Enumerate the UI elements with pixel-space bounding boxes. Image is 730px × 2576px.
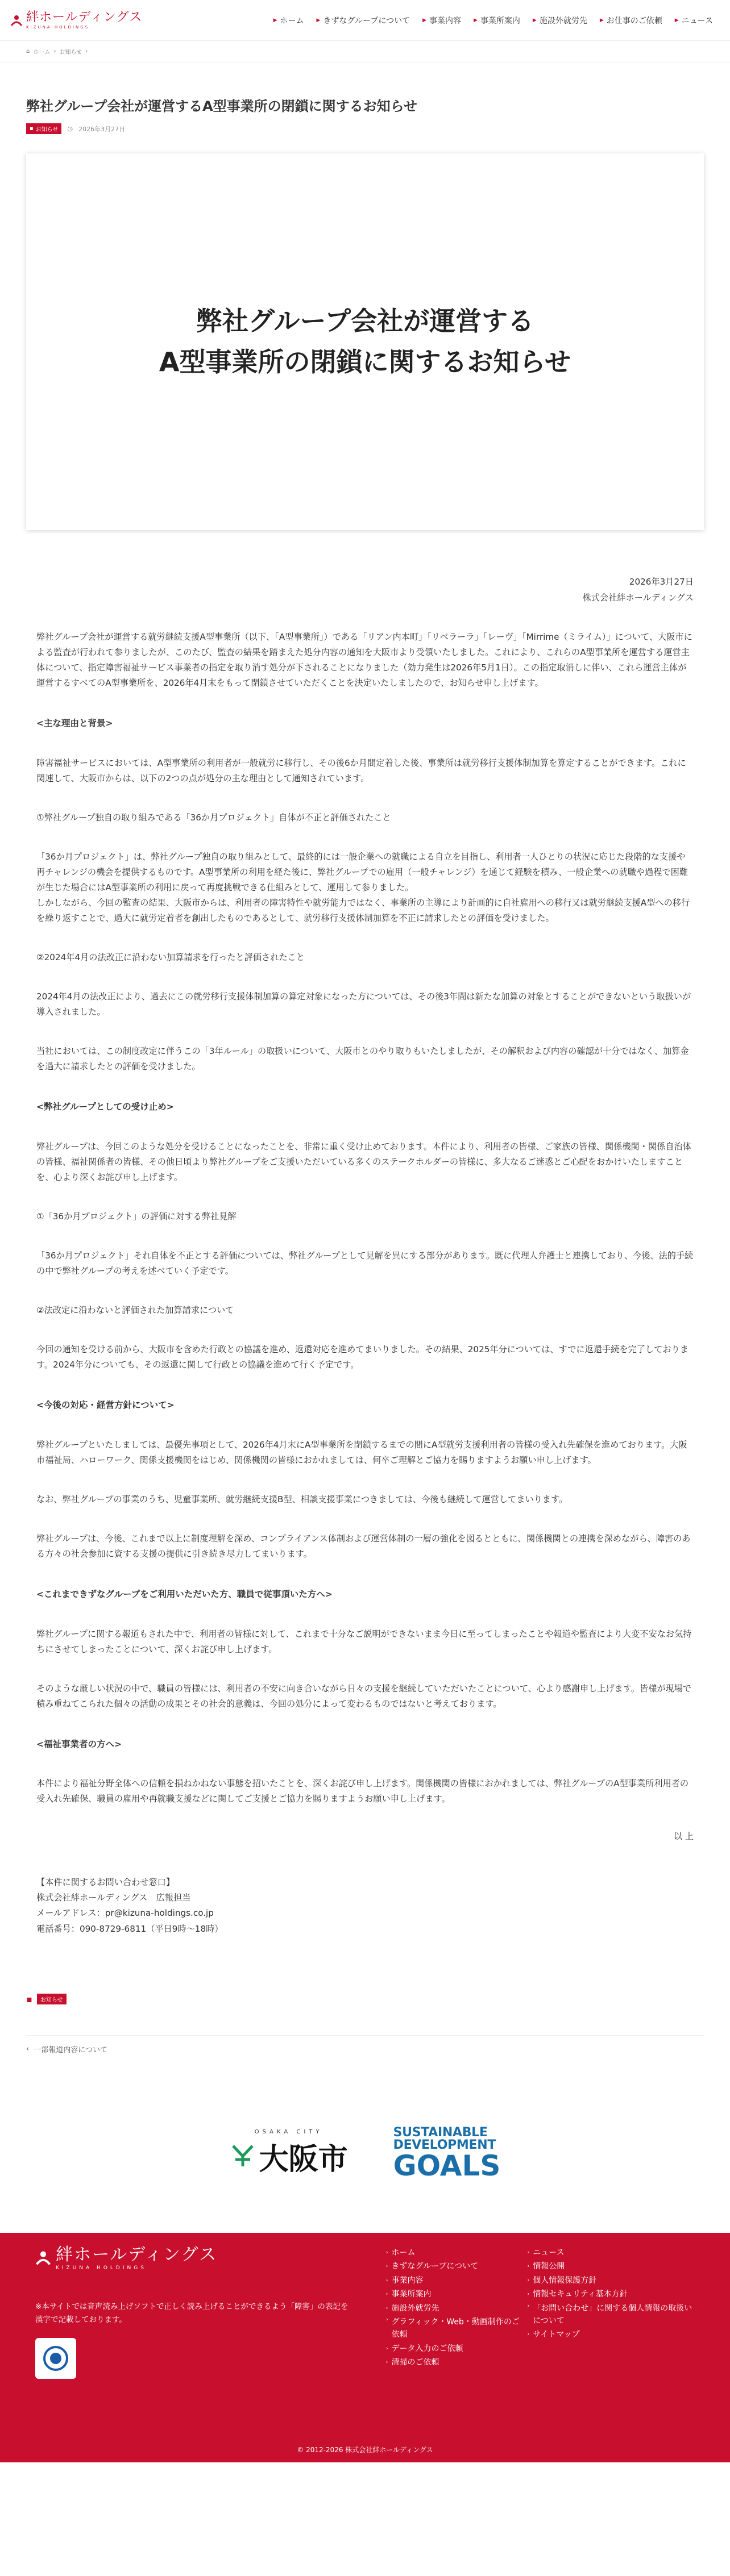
section-heading: <福祉事業者の方へ> bbox=[36, 1739, 122, 1749]
paragraph: 弊社グループといたしましては、最優先事項として、2026年4月末にA型事業所を閉鎖するまでの間にA型就労支援利用者の皆様の受入れ先確保を進めております。大阪市福祉局、ハローワーク、関係支援機関をはじめ、関係機関の皆様におかれましては、何卒ご理解とご協力を賜りますようお願い申し上げます。 bbox=[36, 1439, 687, 1465]
footer-col-2 bbox=[528, 2246, 697, 2462]
paragraph: 当社においては、この制度改定に伴うこの「3年ルール」の取扱いについて、大阪市とのやり取りもいたしましたが、その解釈および内容の確認が十分ではなく、加算金を過大に請求したとの評価を受けました。 bbox=[36, 1046, 689, 1072]
issue-block bbox=[36, 574, 694, 606]
hero-image bbox=[26, 153, 704, 530]
contact-block bbox=[36, 1875, 694, 1937]
section-heading: <今後の対応・経営方針について> bbox=[36, 1400, 175, 1411]
footer-link[interactable]: › きずなグループについて bbox=[385, 2262, 479, 2271]
nav-offices[interactable]: ▶ 事業所案内 bbox=[474, 16, 520, 26]
home-icon: ⌂ bbox=[26, 48, 30, 55]
paragraph: 2024年4月の法改正により、過去にこの就労移行支援体制加算の算定対象になった方については、その後3年間は新たな加算の対象とすることができないという取扱いが導入されました。 bbox=[36, 991, 691, 1018]
nav-requests[interactable]: ▶ お仕事のご依頼 bbox=[599, 16, 662, 26]
article-body bbox=[26, 574, 704, 1937]
footer-link[interactable]: › 事業所案内 bbox=[385, 2290, 432, 2299]
logo-main-text: 絆ホールディングス bbox=[26, 10, 143, 24]
triangle-right-icon: ▶ bbox=[474, 17, 478, 23]
breadcrumb-home[interactable]: ホーム bbox=[33, 49, 51, 56]
triangle-right-icon: ▶ bbox=[316, 17, 321, 23]
folder-icon: ▪ bbox=[26, 1994, 32, 2005]
footer-link[interactable]: › 清掃のご依頼 bbox=[385, 2358, 439, 2367]
footer-col-1 bbox=[386, 2246, 528, 2462]
paragraph: ①弊社グループ独自の取り組みである「36か月プロジェクト」自体が不正と評価されたこと bbox=[36, 812, 391, 823]
category-badge[interactable]: ▪ お知らせ bbox=[26, 123, 61, 134]
prev-post-label: 一部報道内容について bbox=[34, 2046, 107, 2055]
chevron-right-icon: › bbox=[85, 48, 88, 55]
paragraph: 本件により福祉分野全体への信頼を損ねかねない事態を招いたことを、深くお詫び申し上げます。関係機関の皆様におかれましては、弊社グループのA型事業所利用者の受入れ先確保、職員の雇用や再就職支援などに関してご支援とご協力を賜りますようお願い申し上げます。 bbox=[36, 1778, 689, 1804]
paragraph: 弊社グループは、今後、これまで以上に制度理解を深め、コンプライアンス体制および運営体制の一層の強化を図るとともに、関係機関との連携を深めながら、障害のある方々の社会参加に資する支援の提供に引き続き尽力してまいります。 bbox=[36, 1533, 691, 1560]
article bbox=[0, 98, 730, 2062]
paragraph: なお、弊社グループの事業のうち、児童事業所、就労継続支援B型、相談支援事業につきましては、今後も継続して運営してまいります。 bbox=[36, 1494, 568, 1504]
site-header bbox=[0, 0, 730, 41]
contact-company: 株式会社絆ホールディングス 広報担当 bbox=[36, 1892, 191, 1903]
nav-news[interactable]: ▶ ニュース bbox=[674, 16, 713, 26]
osaka-emblem-icon bbox=[230, 2143, 256, 2171]
sdg-line2: DEVELOPMENT bbox=[393, 2138, 496, 2153]
nav-home[interactable]: ▶ ホーム bbox=[273, 16, 304, 26]
osaka-city-banner[interactable] bbox=[230, 2129, 348, 2178]
footer-link[interactable]: › グラフィック・Web・動画制作のご依頼 bbox=[385, 2316, 520, 2340]
footer-link[interactable]: › 事業内容 bbox=[385, 2275, 424, 2285]
paragraph: ②法改定に沿わないと評価された加算請求について bbox=[36, 1305, 234, 1316]
banner-row bbox=[0, 2096, 730, 2210]
paragraph: ②2024年4月の法改正に沿わない加算請求を行ったと評価されたこと bbox=[36, 952, 305, 963]
paragraph: 障害福祉サービスにおいては、A型事業所の利用者が一般就労に移行し、その後6か月間定着した後、事業所は就労移行支援体制加算を算定することができます。これに関連して、大阪市からは、以下の2つの点が処分の主な理由として通知されています。 bbox=[36, 757, 686, 783]
footer-note: ※本サイトでは音声読み上げソフトで正しく読み上げることができるよう「障害」の表記を漢字で記載しております。 bbox=[35, 2302, 349, 2324]
triangle-right-icon: ▶ bbox=[599, 17, 604, 23]
paragraph: しかしながら、今回の監査の結果、大阪市からは、利用者の障害特性や就労能力ではなく、事業所の主導により計画的に自社雇用への移行又は就労継続支援A型への移行を繰り返すことで、過大に就労定着者を創出したものであるとして、就労移行支援体制加算を不正に請求したとの評価を受けました。 bbox=[36, 897, 690, 923]
hero-title-line2: A型事業所の閉鎖に関するお知らせ bbox=[159, 346, 571, 377]
paragraph: 今回の通知を受ける前から、大阪市を含めた行政との協議を進め、返還対応を進めてまいりました。その結果、2025年分については、すでに返還手続を完了しております。2024年分についても、その返還に関して行政との協議を進めて行く予定です。 bbox=[36, 1344, 688, 1370]
issue-date: 2026年3月27日 bbox=[629, 577, 694, 587]
category-badge-bottom[interactable]: お知らせ bbox=[37, 1994, 67, 2004]
paragraph: 弊社グループは、今回このような処分を受けることになったことを、非常に重く受け止めております。本件により、利用者の皆様、ご家族の皆様、関係機関・関係自治体の皆様、福祉関係者の皆様、その他日頃より弊社グループをご支援いただいている多くのステークホルダーの皆様に、多大なるご迷惑とご心配をおかけいたしますことを、心より深くお詫び申し上げます。 bbox=[36, 1141, 691, 1182]
footer-link[interactable]: › 情報公開 bbox=[527, 2262, 565, 2271]
clock-icon: ◷ bbox=[67, 125, 73, 133]
nav-outside-work[interactable]: ▶ 施設外就労先 bbox=[532, 16, 587, 26]
closing-mark: 以 上 bbox=[673, 1831, 694, 1841]
footer-link[interactable]: › ホーム bbox=[385, 2248, 416, 2258]
footer-logo-main: 絆ホールディングス bbox=[56, 2245, 218, 2265]
chevron-right-icon: › bbox=[53, 48, 56, 55]
triangle-right-icon: ▶ bbox=[532, 17, 537, 23]
certification-badge-icon bbox=[35, 2338, 76, 2379]
osaka-small-text: OSAKA CITY bbox=[254, 2129, 323, 2136]
page-title: 弊社グループ会社が運営するA型事業所の閉鎖に関するお知らせ bbox=[26, 98, 417, 114]
breadcrumb bbox=[0, 41, 730, 62]
paragraph: そのような厳しい状況の中で、職員の皆様には、利用者の不安に向き合いながら日々の支援を継続していただいたことについて、心より感謝申し上げます。皆様が現場で積み重ねてこられた個々の活動の成果とその社会的意義は、今回の処分によって変わるものではないと考えております。 bbox=[36, 1683, 692, 1709]
paragraph: 「36か月プロジェクト」それ自体を不正とする評価については、弊社グループとして見解を異にする部分があります。既に代理人弁護士と連携しており、今後、法的手続の中で弊社グループの考えを述べていく予定です。 bbox=[36, 1251, 694, 1277]
prev-post-link[interactable] bbox=[26, 2035, 704, 2062]
paragraph: 弊社グループに関する報道もされた中で、利用者の皆様に対して、これまで十分なご説明ができないまま今日に至ってしまったことや報道や監査により大変不安なお気持ちにさせてしまったことについて、深くお詫び申し上げます。 bbox=[36, 1628, 692, 1654]
triangle-right-icon: ▶ bbox=[422, 17, 426, 23]
sdg-goals: GOALS bbox=[393, 2149, 501, 2183]
paragraph: 「36か月プロジェクト」は、弊社グループ独自の取り組みとして、最終的には一般企業への就職による自立を目指し、利用者一人ひとりの状況に応じた段階的な支援や再チャレンジの機会を提供するものです。A型事業所の利用を経た後に、弊社グループでの雇用（一般チャレンジ）を通じて経験を積み、一般企業への就職や過程で困難が生じた場合にはA型事業所の利用に戻って再度挑戦できる仕組みとして、運用して参りました。 bbox=[36, 851, 688, 893]
footer-link[interactable]: › 施設外就労先 bbox=[385, 2303, 439, 2313]
footer-link[interactable]: › 個人情報保護方針 bbox=[527, 2275, 597, 2285]
nav-business[interactable]: ▶ 事業内容 bbox=[422, 16, 461, 26]
nav-about[interactable]: ▶ きずなグループについて bbox=[316, 16, 410, 26]
paragraph: ①「36か月プロジェクト」の評価に対する弊社見解 bbox=[36, 1211, 237, 1222]
sdg-line1: SUSTAINABLE bbox=[393, 2125, 488, 2140]
footer-link[interactable]: › データ入力のご依頼 bbox=[385, 2344, 463, 2353]
footer-link[interactable]: › 情報セキュリティ基本方針 bbox=[527, 2290, 628, 2299]
publish-date: 2026年3月27日 bbox=[78, 125, 126, 133]
section-heading: <主な理由と背景> bbox=[36, 718, 113, 729]
footer-logo-sub: KIZUNA HOLDINGS bbox=[56, 2265, 147, 2271]
footer-link[interactable]: › サイトマップ bbox=[527, 2330, 580, 2340]
issuer: 株式会社絆ホールディングス bbox=[582, 592, 694, 603]
site-logo[interactable] bbox=[10, 11, 142, 30]
contact-phone: 電話番号：090-8729-6811（平日9時〜18時） bbox=[36, 1923, 223, 1934]
paragraph: 弊社グループ会社が運営する就労継続支援A型事業所（以下、「A型事業所」）である「リアン内本町」「リベラーラ」「レーヴ」「Mirrime（ミライム）」について、大阪市による監査が行われて参りましたが、このたび、監査の結果を踏まえた処分内容の通知を大阪市より受領いたしました。これにより、これらのA型事業所を運営する運営主体について、指定障害福祉サービス事業者の指定を取り消す処分が下されることになりました（効力発生は2026年5月1日）。この指定取消しに伴い、これら運営主体が運営するすべてのA型事業所を、2026年4月末をもって閉鎖させていただくことを決定いたしましたので、お知らせ申し上げます。 bbox=[36, 631, 692, 689]
main-nav bbox=[273, 15, 713, 26]
contact-title: 【本件に関するお問い合わせ窓口】 bbox=[36, 1877, 175, 1887]
contact-email: メールアドレス：pr@kizuna-holdings.co.jp bbox=[36, 1908, 214, 1919]
hero-title-line1: 弊社グループ会社が運営する bbox=[196, 306, 534, 337]
triangle-right-icon: ▶ bbox=[273, 17, 277, 23]
footer-link[interactable]: › ニュース bbox=[527, 2248, 565, 2258]
triangle-right-icon: ▶ bbox=[674, 17, 679, 23]
kizuna-logo-icon bbox=[35, 2250, 51, 2268]
folder-icon: ▪ bbox=[30, 126, 34, 132]
copyright: © 2012-2026 株式会社絆ホールディングス bbox=[297, 2446, 433, 2454]
chevron-left-icon: ‹ bbox=[26, 2045, 30, 2054]
logo-sub-text: KIZUNA HOLDINGS bbox=[26, 24, 90, 30]
sdgs-banner[interactable] bbox=[393, 2125, 501, 2183]
site-footer bbox=[0, 2233, 730, 2462]
kizuna-logo-icon bbox=[10, 14, 23, 27]
footer-link[interactable]: › 「お問い合わせ」に関する個人情報の取扱いについて bbox=[527, 2303, 692, 2325]
section-heading: <これまできずなグループをご利用いただいた方、職員で従事頂いた方へ> bbox=[36, 1589, 333, 1600]
bottom-category bbox=[26, 1994, 704, 2004]
breadcrumb-current[interactable]: お知らせ bbox=[59, 49, 82, 56]
section-heading: <弊社グループとしての受け止め> bbox=[36, 1102, 174, 1112]
footer-logo[interactable] bbox=[35, 2246, 363, 2271]
article-meta bbox=[26, 123, 704, 134]
osaka-big-text: 大阪市 bbox=[259, 2143, 348, 2177]
